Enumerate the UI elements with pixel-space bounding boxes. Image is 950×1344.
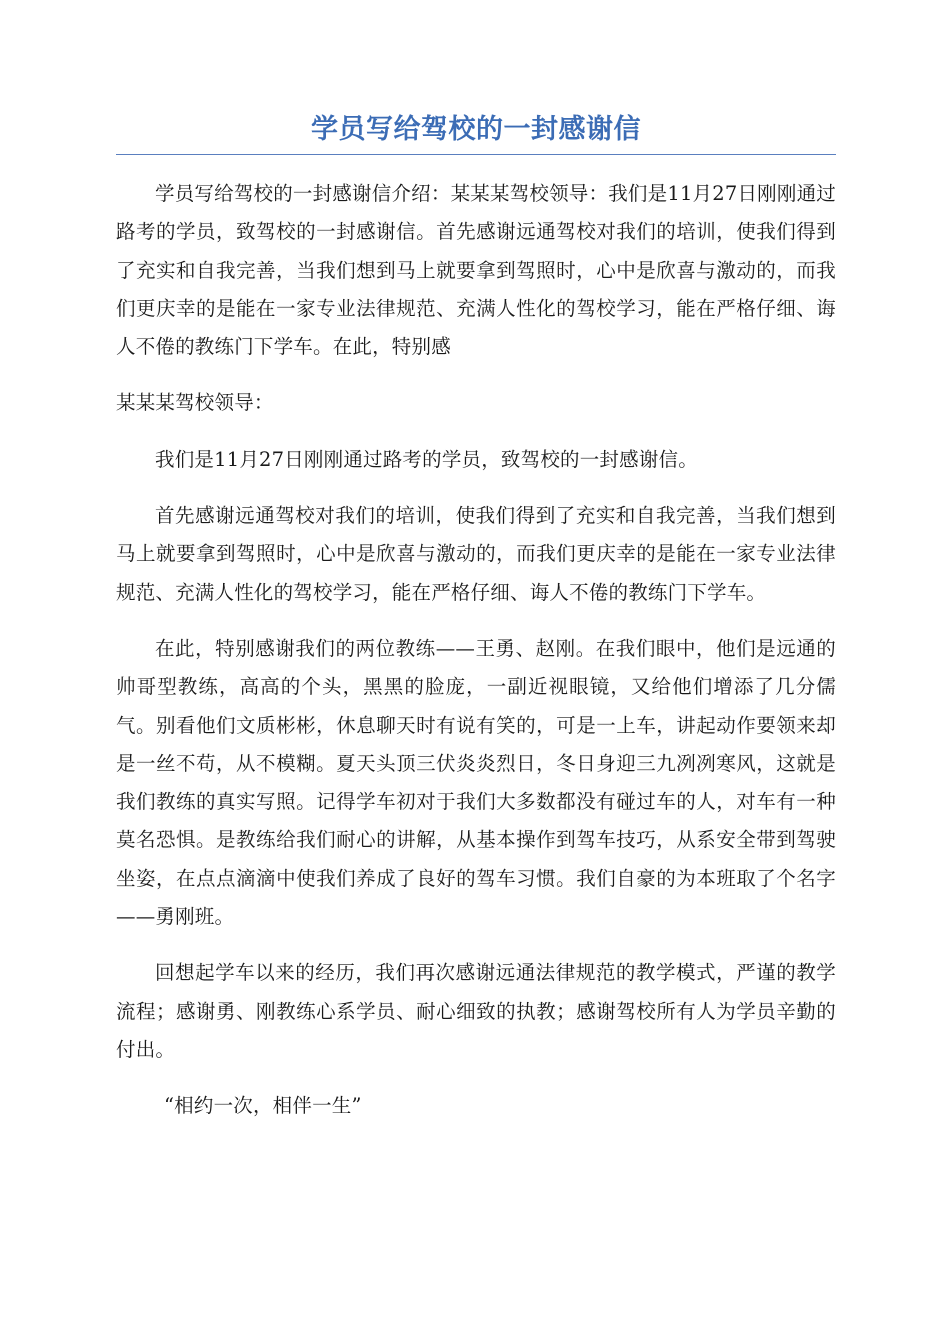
closing-slogan: “相约一次，相伴一生” xyxy=(164,1094,362,1118)
document-page xyxy=(116,108,836,1144)
body-paragraph-2: 首先感谢远通驾校对我们的培训，使我们得到了充实和自我完善，当我们想到马上就要拿到驾照时，心中是欣喜与激动的，而我们更庆幸的是能在一家专业法律规范、充满人性化的驾校学习，能在严格仔细、诲人不倦的教练门下学车。 xyxy=(116,504,836,604)
title-underline xyxy=(116,154,836,155)
body-paragraph-4: 回想起学车以来的经历，我们再次感谢远通法律规范的教学模式，严谨的教学流程；感谢勇、刚教练心系学员、耐心细致的执教；感谢驾校所有人为学员辛勤的付出。 xyxy=(116,961,836,1061)
document-title: 学员写给驾校的一封感谢信 xyxy=(311,114,641,145)
intro-paragraph: 学员写给驾校的一封感谢信介绍：某某某驾校领导：我们是11月27日刚刚通过路考的学员，致驾校的一封感谢信。首先感谢远通驾校对我们的培训，使我们得到了充实和自我完善，当我们想到马上就要拿到驾照时，心中是欣喜与激动的，而我们更庆幸的是能在一家专业法律规范、充满人性化的驾校学习，能在严格仔细、诲人不倦的教练门下学车。在此，特别感 xyxy=(116,182,836,359)
body-paragraph-1: 我们是11月27日刚刚通过路考的学员，致驾校的一封感谢信。 xyxy=(155,447,698,471)
body-paragraph-3: 在此，特别感谢我们的两位教练——王勇、赵刚。在我们眼中，他们是远通的帅哥型教练，高高的个头，黑黑的脸庞，一副近视眼镜，又给他们增添了几分儒气。别看他们文质彬彬，休息聊天时有说有笑的，可是一上车，讲起动作要领来却是一丝不苟，从不模糊。夏天头顶三伏炎炎烈日，冬日身迎三九冽冽寒风，这就是我们教练的真实写照。记得学车初对于我们大多数都没有碰过车的人，对车有一种莫名恐惧。是教练给我们耐心的讲解，从基本操作到驾车技巧，从系安全带到驾驶坐姿，在点点滴滴中使我们养成了良好的驾车习惯。我们自豪的为本班取了个名字——勇刚班。 xyxy=(116,636,836,929)
salutation: 某某某驾校领导： xyxy=(116,391,274,415)
